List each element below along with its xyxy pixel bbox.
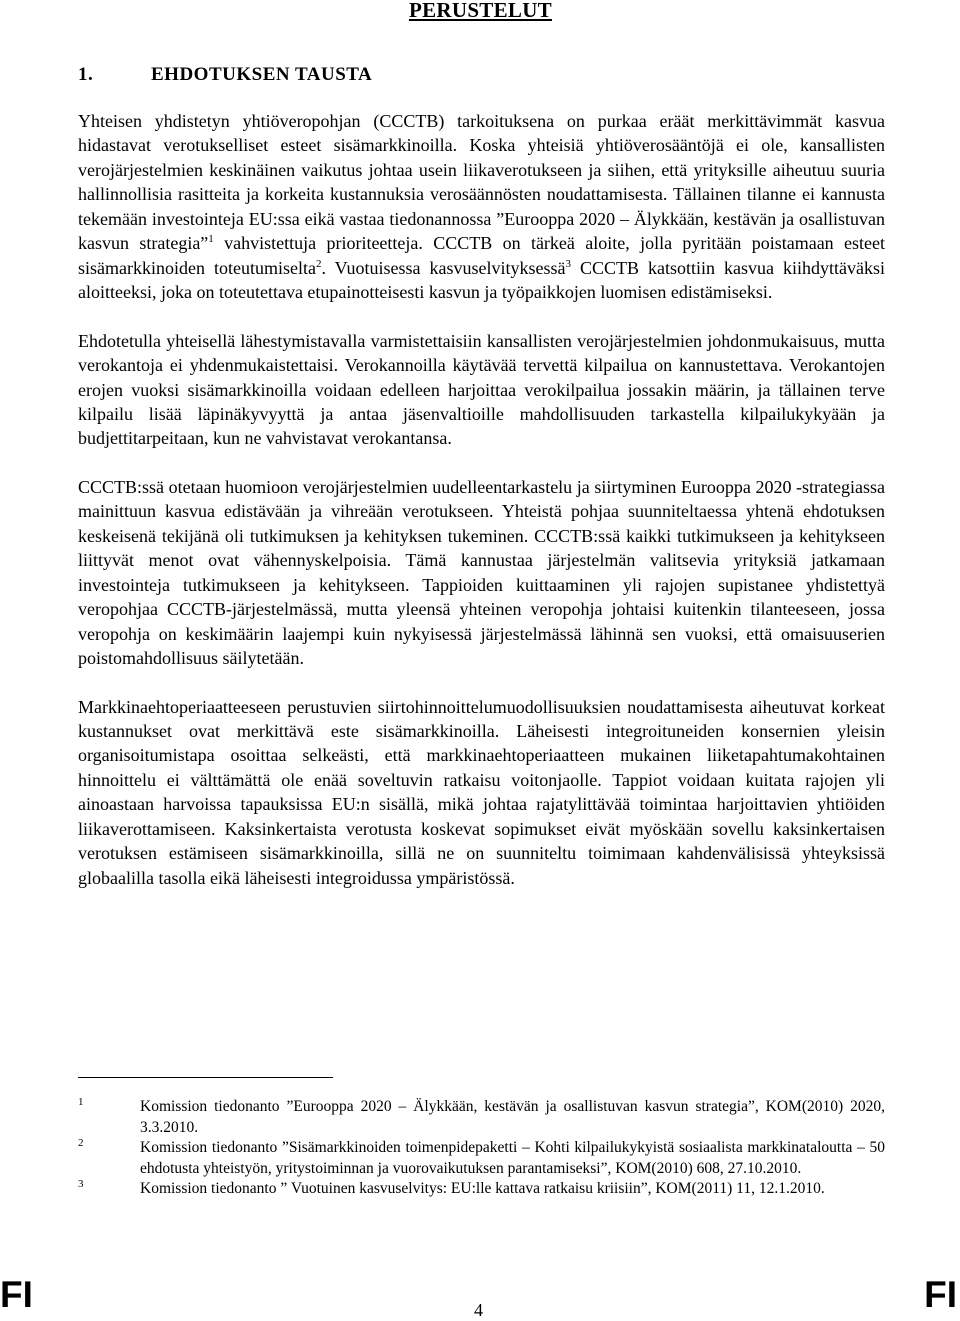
footnote-text: Komission tiedonanto ” Vuotuinen kasvuselvitys: EU:lle kattava ratkaisu kriisiin”, KOM(2011) 11, 12.1.2010. xyxy=(140,1180,825,1197)
footnote-3 xyxy=(78,1179,885,1200)
page-number: 4 xyxy=(474,1300,483,1320)
section-heading xyxy=(78,64,372,86)
section-title: EHDOTUKSEN TAUSTA xyxy=(151,64,373,85)
footnote-number: 3 xyxy=(78,1178,84,1190)
footnote-number: 2 xyxy=(78,1137,84,1149)
paragraph-1 xyxy=(78,109,885,305)
language-code-right: FI xyxy=(924,1274,957,1315)
paragraph-2: Ehdotetulla yhteisellä lähestymistavalla varmistettaisiin kansallisten verojärjestelmien johdonmukaisuus, mutta verokantoja ei yhdenmukaistettaisi. Verokannoilla käytävää tervettä kilpailua on kannustettava. Verokantojen erojen vuoksi sisämarkkinoilla voidaan edelleen harjoittaa verokilpailua jossakin määrin, ja tällainen terve kilpailu lisää läpinäkyvyyttä ja antaa jäsenvaltioille mahdollisuuden tarkastella kilpailukykyään ja budjettitarpeitaan, kun ne vahvistavat verokantansa. xyxy=(78,330,885,449)
footnote-ref-1: 1 xyxy=(208,233,214,246)
footnote-ref-3: 3 xyxy=(565,257,572,270)
section-number: 1. xyxy=(78,64,94,85)
footnote-ref-2: 2 xyxy=(315,257,322,270)
paragraph-1-part-a: Yhteisen yhdistetyn yhtiöveropohjan (CCCTB) tarkoituksena on purkaa eräät merkittävimmät kasvua hidastavat verotukselliset esteet sisämarkkinoilla. Koska yhteisiä yhtiöverosääntöjä ei ole, kansallisten verojärjestelmien keskinäinen vaikutus johtaa usein liikaverotukseen ja siihen, että yrityksille aiheutuu suuria hallinnollisia rasitteita ja korkeita kustannuksia verosäännösten noudattamisesta. Tällainen tilanne ei kannusta tekemään investointeja EU:ssa eikä vastaa tiedonannossa ”Eurooppa 2020 – Älykkään, kestävän ja osallistuvan kasvun strategia” xyxy=(78,111,885,254)
paragraph-4: Markkinaehtoperiaatteeseen perustuvien siirtohinnoittelumuodollisuuksien noudattamisesta aiheutuvat korkeat kustannukset ovat merkittävä este sisämarkkinoilla. Läheisesti integroituneiden konsernien yleisin organisoitumistapa osoittaa selkeästi, että markkinaehtoperiaatteen mukainen liiketapahtumakohtainen hinnoittelu ei välttämättä ole enää soveltuvin ratkaisu voitonjaolle. Tappiot voidaan kuitata rajojen yli ainoastaan harvoissa tapauksissa EU:n sisällä, mikä johtaa rajatylittävää toimintaa harjoittavien yhtiöiden liikaverottamiseen. Kaksinkertaista verotusta koskevat sopimukset eivät myöskään sovellu kaksinkertaisen verotuksen estämiseen sisämarkkinoilla, sillä ne on suunniteltu toimimaan kahdenvälisissä yhteyksissä globaalilla tasolla eikä läheisesti integroidussa ympäristössä. xyxy=(78,696,885,888)
footnote-text: Komission tiedonanto ”Eurooppa 2020 – Älykkään, kestävän ja osallistuvan kasvun strategia”, KOM(2010) 2020, 3.3.2010. xyxy=(140,1098,885,1136)
document-heading: PERUSTELUT xyxy=(408,0,552,22)
paragraph-3: CCCTB:ssä otetaan huomioon verojärjestelmien uudelleentarkastelu ja siirtyminen Eurooppa 2020 -strategiassa mainittuun kasvua edistävään ja vihreään verotukseen. Yhteistä pohjaa suunniteltaessa yhtenä ehdotuksen keskeisenä tekijänä oli tutkimuksen ja kehityksen tukeminen. CCCTB:ssä kaikki tutkimukseen ja kehitykseen liittyvät menot ovat vähennyskelpoisia. Tämä kannustaa järjestelmän valitsevia yrityksiä jatkamaan investointeja tutkimukseen ja kehitykseen. Tappioiden kuittaaminen yli rajojen supistanee yhdistettyä veropohjaa CCCTB-järjestelmässä, mutta yleensä yhteinen veropohja johtaisi kuitenkin tilanteeseen, jossa veropohja on keskimäärin laajempi kuin nykyisessä järjestelmässä lähinnä sen vuoksi, että omaisuuserien poistomahdollisuus säilytetään. xyxy=(78,476,885,669)
footnote-separator xyxy=(78,1077,333,1078)
language-code-left: FI xyxy=(0,1274,33,1315)
paragraph-1-part-c: . Vuotuisessa kasvuselvityksessä xyxy=(321,257,566,278)
footnote-number: 1 xyxy=(78,1096,84,1108)
footnote-2 xyxy=(78,1138,885,1179)
paragraph-1-part-d: CCCTB katsottiin kasvua kiihdyttäväksi aloitteeksi, joka on toteutettava etupainotteisesti kasvun ja työpaikkojen luomisen edistämiseksi. xyxy=(78,257,885,303)
body-text xyxy=(78,109,885,914)
footnote-text: Komission tiedonanto ”Sisämarkkinoiden toimenpidepaketti – Kohti kilpailukykyistä sosiaalista markkinataloutta – 50 ehdotusta yhteistyön, yritystoiminnan ja vuorovaikutuksen parantamiseksi”, KOM(2010) 608, 27.10.2010. xyxy=(140,1139,885,1177)
footnotes xyxy=(78,1097,885,1200)
footnote-1 xyxy=(78,1097,885,1138)
paragraph-1-part-b: vahvistettuja prioriteetteja. CCCTB on tärkeä aloite, jolla pyritään poistamaan esteet sisämarkkinoiden toteutumiselta xyxy=(78,233,886,278)
